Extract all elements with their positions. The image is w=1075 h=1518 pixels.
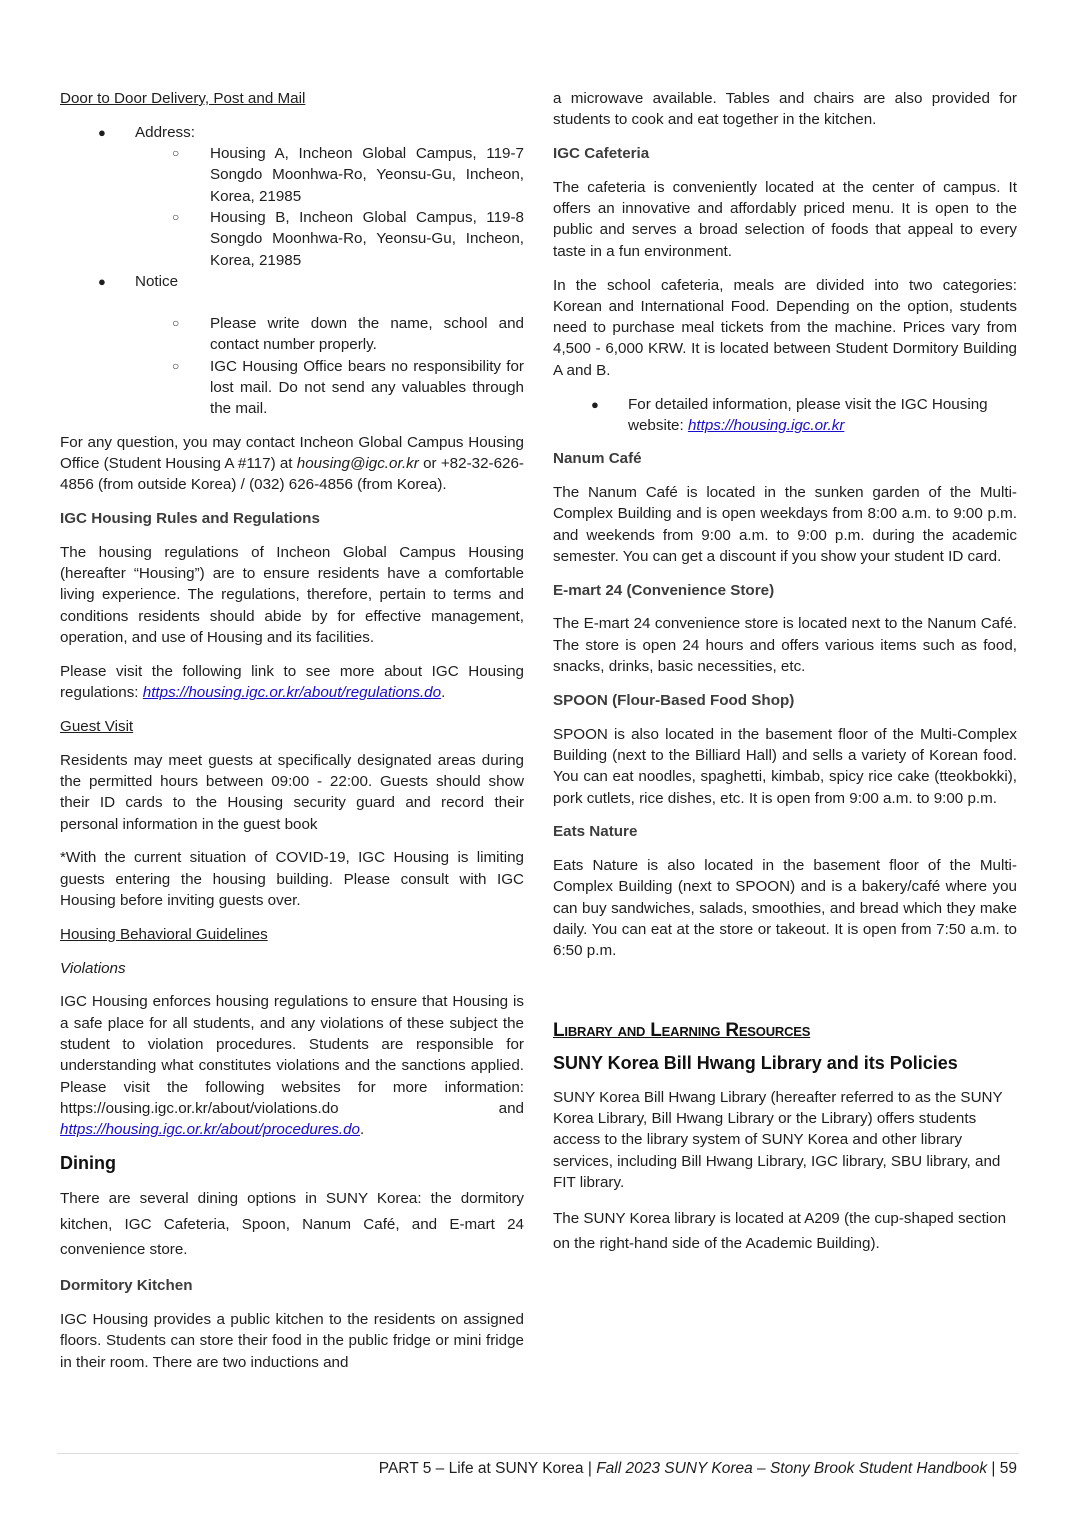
left-column <box>60 88 524 1385</box>
delivery-list <box>60 122 524 420</box>
cafeteria-heading: IGC Cafeteria <box>553 145 650 163</box>
contact-paragraph: For any question, you may contact Incheon Global Campus Housing Office (Student Housing A #117) at housing@igc.or.kr or +82-32-626-4856 (from outside Korea) / (032) 626-4856 (from Korea). <box>60 433 524 494</box>
page-footer: PART 5 – Life at SUNY Korea | Fall 2023 SUNY Korea – Stony Brook Student Handbook | 59 <box>378 1460 1017 1477</box>
cafeteria-body-2: In the school cafeteria, meals are divided into two categories: Korean and International Food. Depending on the option, students need to purchase meal tickets from the machine. Prices vary from 4,500 - 6,000 KRW. It is located between Student Dormitory Building A and B. <box>553 276 1017 379</box>
footer-part: PART 5 – Life at SUNY Korea <box>378 1460 584 1477</box>
rules-heading: IGC Housing Rules and Regulations <box>60 510 320 528</box>
circle-bullet-icon: ○ <box>172 358 180 373</box>
guest-visit-body: Residents may meet guests at specifically designated areas during the permitted hours between 09:00 - 22:00. Guests should show their ID cards to the Housing security guard and record their personal information in the guest book <box>60 751 524 833</box>
cafeteria-body-1: The cafeteria is conveniently located at the center of campus. It offers an innovative and affordably priced menu. It is open to the public and serves a broad selection of foods that appeal to every taste in a fun environment. <box>553 178 1017 260</box>
spoon-heading: SPOON (Flour-Based Food Shop) <box>553 691 795 709</box>
contact-email: housing@igc.or.kr <box>296 454 419 472</box>
spoon-body: SPOON is also located in the basement floor of the Multi-Complex Building (next to the Billiard Hall) and sells a variety of Korean food. You can eat noodles, spaghetti, kimbab, spicy rice cake (tteokbokki), pork cutlets, rice dishes, etc. It is open from 9:00 a.m. to 9:00 p.m. <box>553 725 1017 807</box>
address-housing-a: ○ Housing A, Incheon Global Campus, 119-7 Songdo Moonhwa-Ro, Yeonsu-Gu, Incheon, Korea, 21985 <box>172 145 524 205</box>
nanum-heading: Nanum Café <box>553 450 642 468</box>
kitchen-body: IGC Housing provides a public kitchen to the residents on assigned floors. Students can store their food in the public fridge or mini fridge in their room. There are two inductions and <box>60 1311 524 1371</box>
emart-heading: E-mart 24 (Convenience Store) <box>553 581 775 599</box>
footer-divider <box>57 1453 1019 1454</box>
circle-bullet-icon: ○ <box>172 316 180 331</box>
library-heading: SUNY Korea Bill Hwang Library and its Policies <box>553 1053 958 1074</box>
kitchen-body-continued: a microwave available. Tables and chairs are also provided for students to cook and eat together in the kitchen. <box>553 90 1017 129</box>
rules-link-paragraph: Please visit the following link to see more about IGC Housing regulations: https://housing.igc.or.kr/about/regulations.do. <box>60 662 524 702</box>
cafeteria-info-item: ● For detailed information, please visit the IGC Housing website: https://housing.igc.or.kr <box>591 395 988 434</box>
housing-website-link[interactable]: https://housing.igc.or.kr <box>687 416 845 434</box>
notice-2: ○ IGC Housing Office bears no responsibility for lost mail. Do not send any valuables through the mail. <box>172 357 524 418</box>
circle-bullet-icon: ○ <box>172 209 180 224</box>
delivery-heading: Door to Door Delivery, Post and Mail <box>60 90 306 107</box>
bullet-icon: ● <box>591 396 599 412</box>
guest-visit-heading: Guest Visit <box>60 717 134 735</box>
address-list <box>60 143 524 271</box>
notice-list <box>60 313 524 419</box>
notice-1: ○ Please write down the name, school and contact number properly. <box>172 315 524 354</box>
nanum-body: The Nanum Café is located in the sunken garden of the Multi-Complex Building and is open weekdays from 8:00 a.m. to 9:00 p.m. and weekends from 9:00 a.m. to 9:00 p.m. during the academic semester. You can get a discount if you show your student ID card. <box>553 483 1017 565</box>
eats-nature-heading: Eats Nature <box>553 823 638 841</box>
dining-body: There are several dining options in SUNY Korea: the dormitory kitchen, IGC Cafeteria, Spoon, Nanum Café, and E-mart 24 convenience store. <box>60 1190 524 1259</box>
dining-heading: Dining <box>60 1152 116 1173</box>
address-housing-b: ○ Housing B, Incheon Global Campus, 119-8 Songdo Moonhwa-Ro, Yeonsu-Gu, Incheon, Korea, 21985 <box>172 208 524 269</box>
footer-handbook-title: Fall 2023 SUNY Korea – Stony Brook Student Handbook <box>596 1460 988 1477</box>
page-number: 59 <box>999 1460 1017 1477</box>
circle-bullet-icon: ○ <box>172 146 180 161</box>
library-body-2: The SUNY Korea library is located at A209 (the cup-shaped section on the right-hand side of the Academic Building). <box>553 1209 1007 1253</box>
regulations-link[interactable]: https://housing.igc.or.kr/about/regulations.do <box>142 684 442 702</box>
library-body-1: SUNY Korea Bill Hwang Library (hereafter referred to as the SUNY Korea Library, Bill Hwang Library or the Library) offers students access to the library system of SUNY Korea and other library services, including Bill Hwang Library, IGC library, SBU library, and FIT library. <box>553 1088 1003 1191</box>
eats-nature-body: Eats Nature is also located in the basement floor of the Multi-Complex Building (next to SPOON) and is a bakery/café where you can buy sandwiches, salads, smoothies, and bread which they make daily. You can eat at the store or takeout. It is open from 7:50 a.m. to 6:50 p.m. <box>553 857 1017 960</box>
violations-body: IGC Housing enforces housing regulations to ensure that Housing is a safe place for all students, and any violations of these subject the student to violation procedures. Students are responsible for understanding what constitutes violations and the sanctions applied. Please visit the following websites for more information: https://ousing.igc.or.kr/about/violations.do and https://housing.igc.or.kr/about/procedures.do. <box>60 993 524 1139</box>
right-column <box>553 88 1017 1269</box>
emart-body: The E-mart 24 convenience store is located next to the Nanum Café. The store is open 24 hours and offers various items such as food, snacks, drinks, basic necessities, etc. <box>553 615 1017 676</box>
bullet-icon: ● <box>98 273 106 289</box>
rules-body: The housing regulations of Incheon Global Campus Housing (hereafter “Housing”) are to ensure residents have a comfortable living experience. The regulations, therefore, pertain to terms and conditions residents should abide by for effective management, operation, and use of Housing and its facilities. <box>60 543 524 647</box>
guidelines-heading: Housing Behavioral Guidelines <box>60 925 268 943</box>
procedures-link[interactable]: https://housing.igc.or.kr/about/procedures.do <box>60 1121 360 1139</box>
notice-label: Notice <box>135 272 179 290</box>
cafeteria-bullets <box>553 394 1017 437</box>
library-section-heading: Library and Learning Resources <box>553 1020 811 1042</box>
bullet-icon: ● <box>98 124 106 140</box>
violations-subheading: Violations <box>60 959 126 977</box>
address-label: Address: <box>135 123 195 141</box>
kitchen-heading: Dormitory Kitchen <box>60 1277 193 1295</box>
covid-notice: *With the current situation of COVID-19, IGC Housing is limiting guests entering the housing building. Please consult with IGC Housing before inviting guests over. <box>60 849 524 909</box>
address-item <box>60 122 524 271</box>
notice-item <box>60 271 524 420</box>
